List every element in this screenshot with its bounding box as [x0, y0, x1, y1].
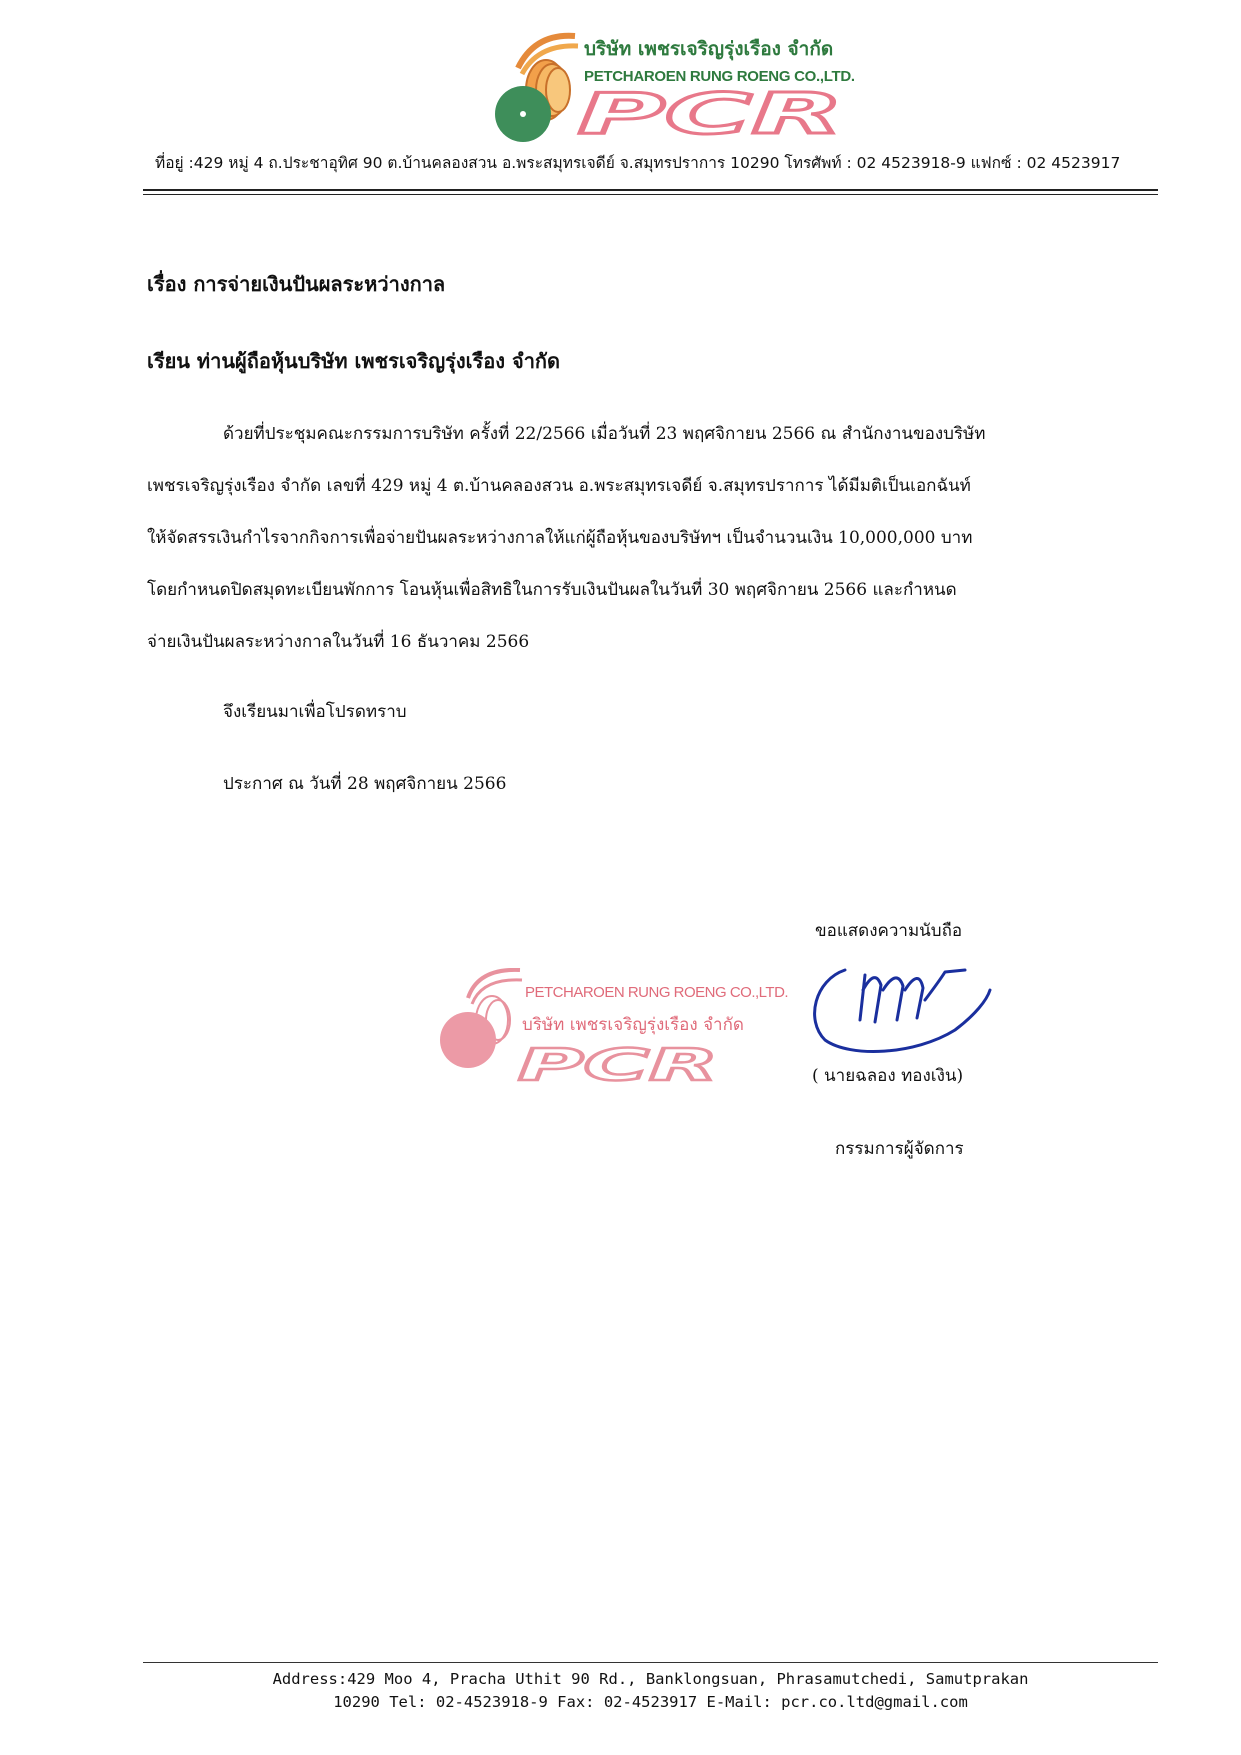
body-line: ให้จัดสรรเงินกำไรจากกิจการเพื่อจ่ายปันผลระหว่างกาลให้แก่ผู้ถือหุ้นของบริษัทฯ เป็นจำนวนเงิน 10,000,000 บาท: [147, 528, 973, 548]
body-line: ด้วยที่ประชุมคณะกรรมการบริษัท ครั้งที่ 22/2566 เมื่อวันที่ 23 พฤศจิกายน 2566 ณ สำนักงานของบริษัท: [223, 424, 986, 444]
body-line: โดยกำหนดปิดสมุดทะเบียนพักการ โอนหุ้นเพื่อสิทธิในการรับเงินปันผลในวันที่ 30 พฤศจิกายน 2566 และกำหนด: [147, 580, 957, 600]
letter-closing: จึงเรียนมาเพื่อโปรดทราบ: [223, 702, 407, 722]
company-name-en: PETCHAROEN RUNG ROENG CO.,LTD.: [584, 68, 855, 85]
header-address: ที่อยู่ :429 หมู่ 4 ถ.ประชาอุทิศ 90 ต.บ้านคลองสวน อ.พระสมุทรเจดีย์ จ.สมุทรปราการ 10290 โทรศัพท์ : 02 4523918-9 แฟกซ์ : 02 4523917: [155, 154, 1121, 172]
body-line: เพชรเจริญรุ่งเรือง จำกัด เลขที่ 429 หมู่ 4 ต.บ้านคลองสวน อ.พระสมุทรเจดีย์ จ.สมุทรปราการ ได้มีมติเป็นเอกฉันท์: [147, 476, 971, 496]
letter-salutation: เรียน ท่านผู้ถือหุ้นบริษัท เพชรเจริญรุ่งเรือง จำกัด: [147, 349, 561, 373]
footer-line-2: 10290 Tel: 02-4523918-9 Fax: 02-4523917 E-Mail: pcr.co.ltd@gmail.com: [333, 1693, 968, 1711]
stamp-company-en: PETCHAROEN RUNG ROENG CO.,LTD.: [525, 984, 789, 1001]
stamp-pcr-text: PCR: [518, 1040, 718, 1088]
footer-divider: [143, 1662, 1158, 1663]
signer-name: ( นายฉลอง ทองเงิน): [812, 1066, 964, 1086]
company-stamp: [430, 968, 789, 1088]
header-divider-thin: [143, 194, 1158, 195]
handwritten-signature: [805, 960, 1000, 1065]
header-divider: [143, 189, 1158, 191]
logo-pcr-text: PCR: [578, 82, 843, 143]
footer-address: [143, 1668, 1158, 1714]
letter-subject: เรื่อง การจ่ายเงินปันผลระหว่างกาล: [147, 272, 446, 296]
announcement-date: ประกาศ ณ วันที่ 28 พฤศจิกายน 2566: [223, 774, 507, 794]
footer-line-1: Address:429 Moo 4, Pracha Uthit 90 Rd., Banklongsuan, Phrasamutchedi, Samutprakan: [272, 1670, 1029, 1688]
body-line: จ่ายเงินปันผลระหว่างกาลในวันที่ 16 ธันวาคม 2566: [147, 632, 530, 652]
signer-position: กรรมการผู้จัดการ: [835, 1139, 964, 1159]
respect-closing: ขอแสดงความนับถือ: [815, 921, 963, 941]
stamp-company-th: บริษัท เพชรเจริญรุ่งเรือง จำกัด: [522, 1015, 744, 1035]
company-name-th: บริษัท เพชรเจริญรุ่งเรือง จำกัด: [584, 38, 834, 60]
company-logo: [480, 28, 855, 143]
